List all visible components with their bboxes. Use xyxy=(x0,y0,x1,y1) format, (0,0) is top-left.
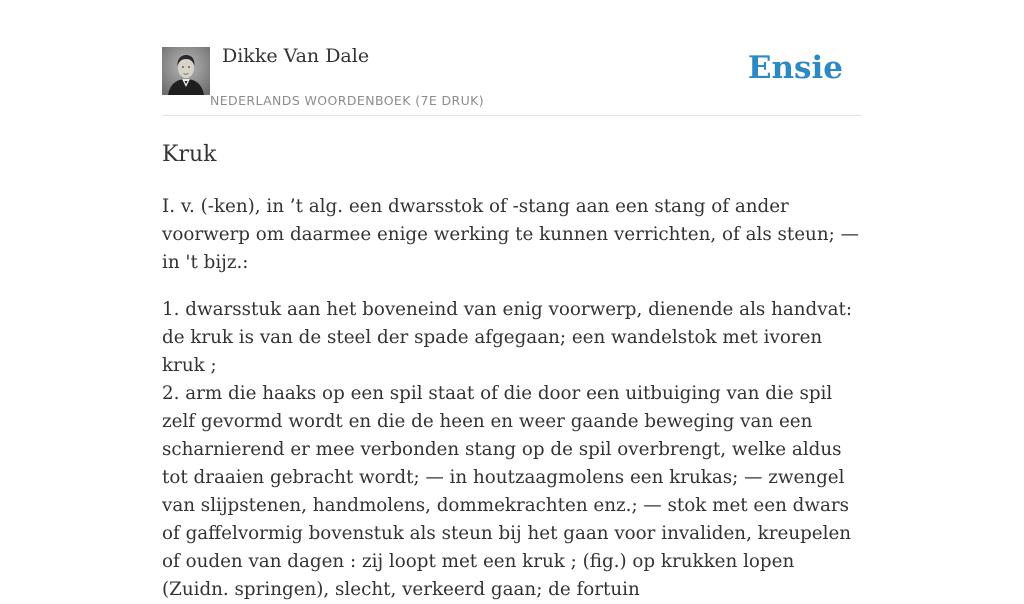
brand-logo[interactable]: Ensie xyxy=(747,50,843,86)
entry-title: Kruk xyxy=(162,142,217,167)
entry-intro: I. v. (-ken), in ’t alg. een dwarsstok of -stang aan een stang of ander voorwerp om daarmee enige werking te kunnen verrichten, of als steun; — in 't bijz.: xyxy=(162,196,859,273)
portrait-icon xyxy=(162,47,210,95)
author-avatar[interactable] xyxy=(162,47,210,95)
entry-definitions xyxy=(162,296,862,604)
definition-item: 1. dwarsstuk aan het boveneind van enig voorwerp, dienende als handvat: de kruk is van de steel der spade afgegaan; een wandelstok met ivoren kruk ; xyxy=(162,299,852,376)
definition-item: 2. arm die haaks op een spil staat of die door een uitbuiging van die spil zelf gevormd wordt en die de heen en weer gaande beweging van een scharnierend er mee verbonden stang op de spil overbrengt, welke aldus tot draaien gebracht wordt; — in houtzaagmolens een krukas; — zwengel van slijpstenen, handmolens, dommekrachten enz.; — stok met een dwars of gaffelvormig bovenstuk als steun bij het gaan voor invaliden, kreupelen of ouden van dagen : zij loopt met een kruk ; (fig.) op krukken lopen (Zuidn. springen), slecht, verkeerd gaan; de fortuin xyxy=(162,383,852,600)
source-title[interactable]: NEDERLANDS WOORDENBOEK (7E DRUK) xyxy=(210,93,485,108)
author-name[interactable]: Dikke Van Dale xyxy=(222,45,370,67)
content-column xyxy=(162,0,862,604)
entry-header xyxy=(162,0,862,116)
